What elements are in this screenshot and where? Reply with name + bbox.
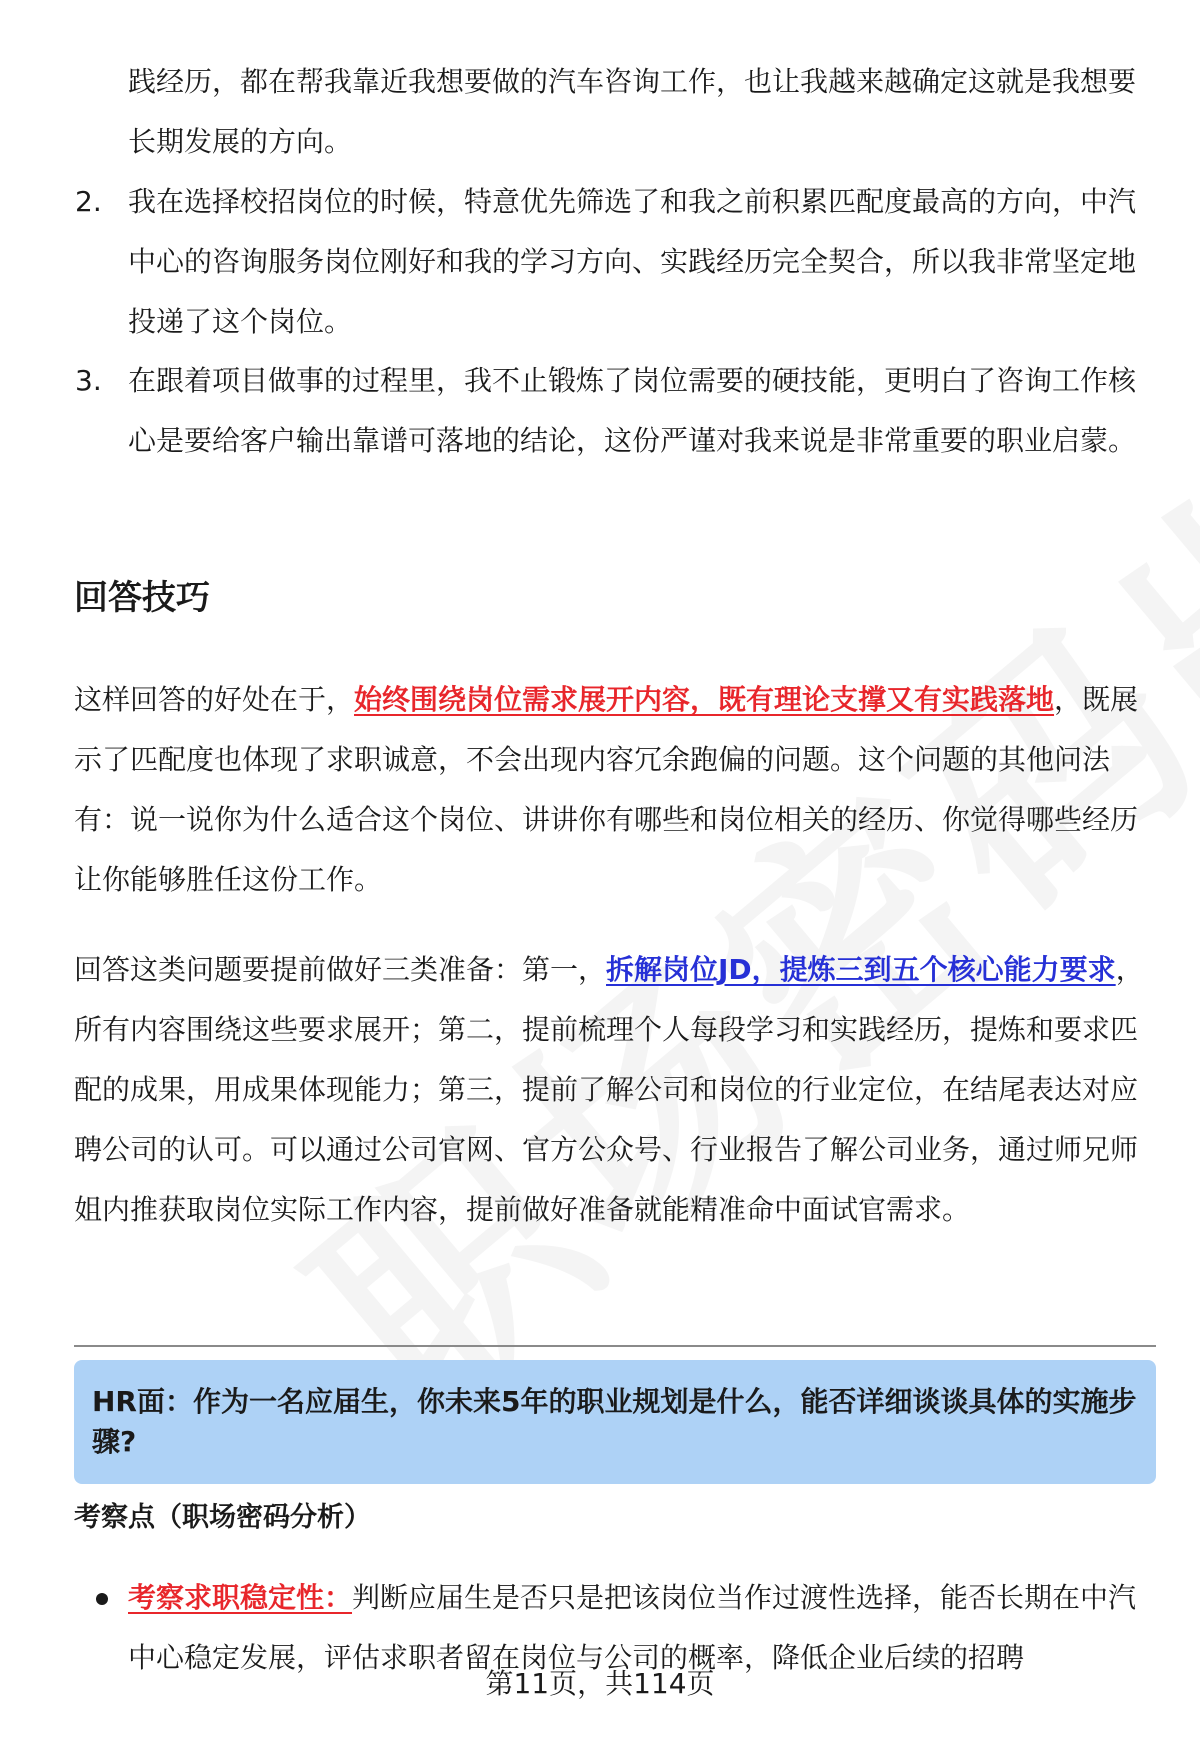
highlight-red: 考察求职稳定性： (128, 1581, 353, 1614)
page-number: 第11页，共114页 (485, 1667, 715, 1700)
list-item (75, 172, 1155, 352)
list-item-continuation: 践经历，都在帮我靠近我想要做的汽车咨询工作，也让我越来越确定这就是我想要长期发展的方向。 (128, 65, 1137, 158)
analysis-heading: 考察点（职场密码分析） (74, 1502, 371, 1533)
list-number: 3. (75, 364, 102, 397)
paragraph-text: ，所有内容围绕这些要求展开；第二，提前梳理个人每段学习和实践经历，提炼和要求匹配的成果，用成果体现能力；第三，提前了解公司和岗位的行业定位，在结尾表达对应聘公司的认可。可以通过公司官网、官方公众号、行业报告了解公司业务，通过师兄师姐内推获取岗位实际工作内容，提前做好准备就能精准命中面试官需求。 (74, 953, 1144, 1226)
paragraph-2 (74, 940, 1154, 1240)
paragraph-1 (74, 670, 1154, 910)
list-item (75, 351, 1155, 471)
question-text: HR面：作为一名应届生，你未来5年的职业规划是什么，能否详细谈谈具体的实施步骤? (92, 1385, 1137, 1458)
paragraph-text: 回答这类问题要提前做好三类准备：第一， (74, 953, 607, 986)
section-heading: 回答技巧 (74, 578, 210, 618)
list-text: 在跟着项目做事的过程里，我不止锻炼了岗位需要的硬技能，更明白了咨询工作核心是要给客户输出靠谱可落地的结论，这份严谨对我来说是非常重要的职业启蒙。 (128, 364, 1137, 457)
paragraph-text: 这样回答的好处在于， (74, 683, 355, 716)
divider (74, 1345, 1156, 1347)
question-box (74, 1360, 1156, 1484)
highlight-red: 始终围绕岗位需求展开内容，既有理论支撑又有实践落地 (354, 683, 1055, 716)
bullet-dot-icon (96, 1593, 108, 1605)
paragraph-text: ，既展示了匹配度也体现了求职诚意，不会出现内容冗余跑偏的问题。这个问题的其他问法有：说一说你为什么适合这个岗位、讲讲你有哪些和岗位相关的经历、你觉得哪些经历让你能够胜任这份工作。 (74, 683, 1139, 896)
highlight-blue: 拆解岗位JD，提炼三到五个核心能力要求 (606, 953, 1116, 986)
list-number: 2. (75, 185, 102, 218)
list-text: 我在选择校招岗位的时候，特意优先筛选了和我之前积累匹配度最高的方向，中汽中心的咨询服务岗位刚好和我的学习方向、实践经历完全契合，所以我非常坚定地投递了这个岗位。 (128, 185, 1137, 338)
bullet-text: 判断应届生是否只是把该岗位当作过渡性选择，能否长期在中汽中心稳定发展，评估求职者留在岗位与公司的概率，降低企业后续的招聘 (128, 1581, 1137, 1674)
